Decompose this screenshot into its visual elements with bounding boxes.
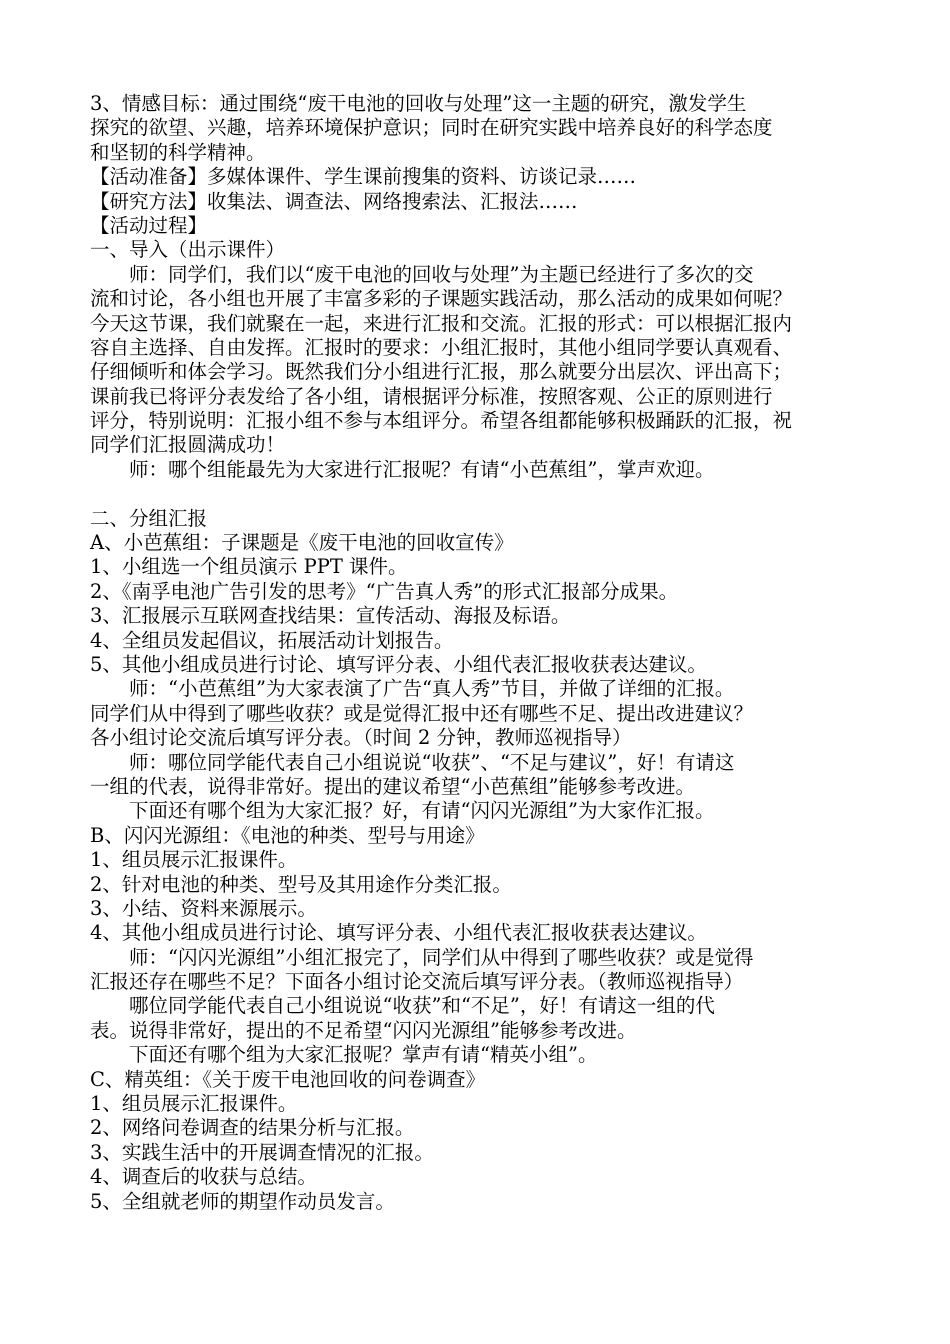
text-line: 3、实践生活中的开展调查情况的汇报。 bbox=[90, 1140, 434, 1164]
text-line: 1、组员展示汇报课件。 bbox=[90, 1092, 298, 1116]
text-line: 2、网络问卷调查的结果分析与汇报。 bbox=[90, 1116, 415, 1140]
text-line: 和坚韧的科学精神。 bbox=[90, 140, 266, 164]
text-line: 汇报还存在哪些不足？下面各小组讨论交流后填写评分表。（教师巡视指导） bbox=[90, 970, 744, 994]
text-line: 3、小结、资料来源展示。 bbox=[90, 896, 317, 920]
text-line: 流和讨论，各小组也开展了丰富多彩的子课题实践活动，那么活动的成果如何呢？ bbox=[90, 287, 793, 311]
text-line: 仔细倾听和体会学习。既然我们分小组进行汇报，那么就要分出层次、评出高下； bbox=[90, 360, 793, 384]
text-line: 同学们从中得到了哪些收获？或是觉得汇报中还有哪些不足、提出改进建议？ bbox=[90, 701, 754, 725]
text-line: 2、《南孚电池广告引发的思考》“广告真人秀”的形式汇报部分成果。 bbox=[90, 579, 679, 603]
text-line: 课前我已将评分表发给了各小组，请根据评分标准，按照客观、公正的原则进行 bbox=[90, 384, 773, 408]
text-line: 师：哪个组能最先为大家进行汇报呢？有请“小芭蕉组”，掌声欢迎。 bbox=[129, 457, 715, 481]
text-line: 容自主选择、自由发挥。汇报时的要求：小组汇报时，其他小组同学要认真观看、 bbox=[90, 335, 793, 359]
text-line: 4、调查后的收获与总结。 bbox=[90, 1165, 317, 1189]
text-line: 下面还有哪个组为大家汇报呢？掌声有请“精英小组”。 bbox=[129, 1043, 598, 1067]
text-line: 各小组讨论交流后填写评分表。（时间 2 分钟，教师巡视指导） bbox=[90, 726, 632, 750]
text-line: 评分，特别说明：汇报小组不参与本组评分。希望各组都能够积极踊跃的汇报，祝 bbox=[90, 409, 793, 433]
text-line: 师：“闪闪光源组”小组汇报完了，同学们从中得到了哪些收获？或是觉得 bbox=[129, 945, 754, 969]
text-line: 师：同学们，我们以“废干电池的回收与处理”为主题已经进行了多次的交 bbox=[129, 262, 754, 286]
text-line: 哪位同学能代表自己小组说说“收获”和“不足”，好！有请这一组的代 bbox=[129, 994, 715, 1018]
text-line: 1、组员展示汇报课件。 bbox=[90, 848, 298, 872]
text-line: 5、全组就老师的期望作动员发言。 bbox=[90, 1189, 395, 1213]
text-line: 【活动准备】多媒体课件、学生课前搜集的资料、访谈记录…… bbox=[90, 165, 637, 189]
text-line: 探究的欲望、兴趣，培养环境保护意识；同时在研究实践中培养良好的科学态度 bbox=[90, 116, 773, 140]
text-line: 【研究方法】收集法、调查法、网络搜索法、汇报法…… bbox=[90, 189, 578, 213]
text-line: A、小芭蕉组：子课题是《废干电池的回收宣传》 bbox=[90, 531, 514, 555]
text-line: C、精英组：《关于废干电池回收的问卷调查》 bbox=[90, 1067, 486, 1091]
text-line: 3、汇报展示互联网查找结果：宣传活动、海报及标语。 bbox=[90, 604, 571, 628]
text-line: 师：“小芭蕉组”为大家表演了广告“真人秀”节目，并做了详细的汇报。 bbox=[129, 677, 735, 701]
blank-line bbox=[90, 482, 870, 506]
text-line: 4、全组员发起倡议，拓展活动计划报告。 bbox=[90, 628, 454, 652]
text-line: 师：哪位同学能代表自己小组说说“收获”、“不足与建议”，好！有请这 bbox=[129, 750, 735, 774]
text-line: 4、其他小组成员进行讨论、填写评分表、小组代表汇报收获表达建议。 bbox=[90, 921, 707, 945]
text-line: B、闪闪光源组：《电池的种类、型号与用途》 bbox=[90, 823, 485, 847]
text-line: 5、其他小组成员进行讨论、填写评分表、小组代表汇报收获表达建议。 bbox=[90, 652, 707, 676]
text-line: 同学们汇报圆满成功！ bbox=[90, 433, 286, 457]
text-line: 3、情感目标：通过围绕“废干电池的回收与处理”这一主题的研究，激发学生 bbox=[90, 92, 747, 115]
text-line: 今天这节课，我们就聚在一起，来进行汇报和交流。汇报的形式：可以根据汇报内 bbox=[90, 311, 793, 335]
text-line: 二、分组汇报 bbox=[90, 506, 208, 530]
text-line: 【活动过程】 bbox=[90, 213, 208, 237]
document-page bbox=[90, 92, 870, 1214]
text-line: 表。说得非常好，提出的不足希望“闪闪光源组”能够参考改进。 bbox=[90, 1018, 637, 1042]
text-line: 下面还有哪个组为大家汇报？好，有请“闪闪光源组”为大家作汇报。 bbox=[129, 799, 715, 823]
text-line: 一、导入（出示课件） bbox=[90, 238, 286, 262]
text-line: 1、小组选一个组员演示 PPT 课件。 bbox=[90, 555, 408, 579]
text-line: 一组的代表，说得非常好。提出的建议希望“小芭蕉组”能够参考改进。 bbox=[90, 774, 695, 798]
text-line: 2、针对电池的种类、型号及其用途作分类汇报。 bbox=[90, 872, 512, 896]
